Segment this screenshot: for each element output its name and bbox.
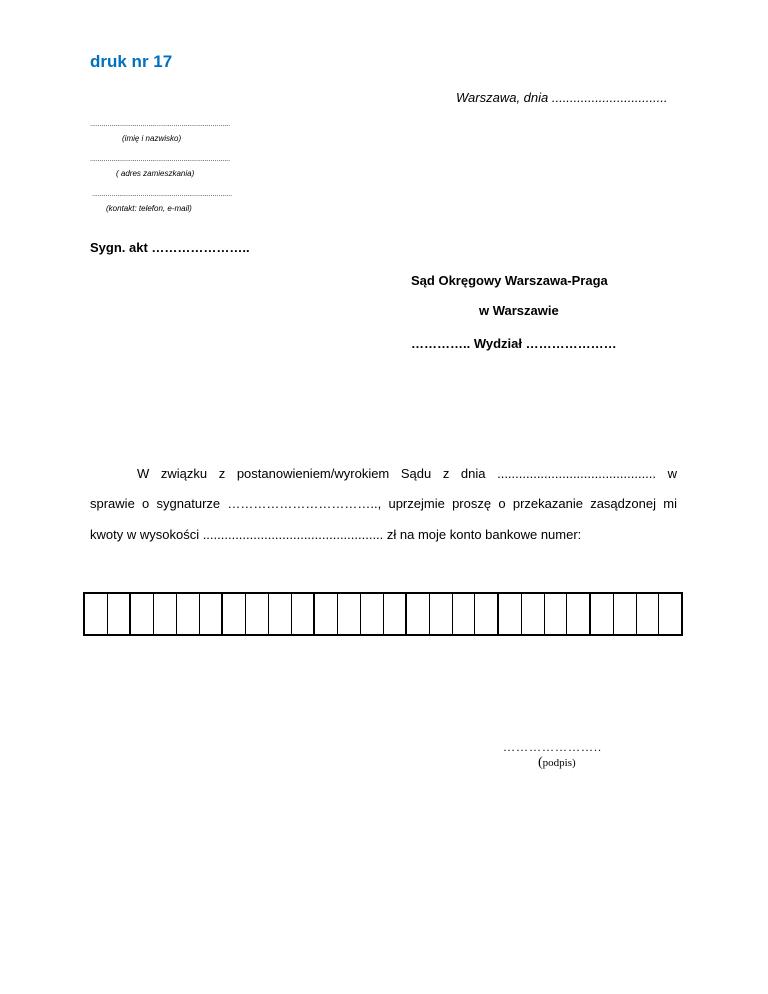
word: o: [142, 496, 150, 511]
account-digit-cell: [522, 594, 545, 634]
place-date-field: Warszawa, dnia ................................: [456, 90, 668, 105]
word: dnia: [460, 466, 486, 481]
signature-caption-paren: (: [538, 755, 543, 770]
request-paragraph-line-1: [137, 466, 677, 481]
word: ............................................: [497, 466, 657, 481]
contact-blank-line: ........................................................................: [92, 191, 233, 198]
word: zasądzonej: [590, 496, 656, 511]
court-department: ………….. Wydział …………………: [411, 336, 617, 351]
request-paragraph-line-3: kwoty w wysokości .................................................. zł na moje konto bankowe numer:: [90, 527, 582, 542]
account-digit-cell: [567, 594, 591, 634]
word: mi: [663, 496, 677, 511]
account-digit-cell: [269, 594, 292, 634]
account-digit-cell: [499, 594, 522, 634]
signature-caption: [538, 755, 576, 771]
account-digit-cell: [361, 594, 384, 634]
account-digit-cell: [154, 594, 177, 634]
word: przekazanie: [512, 496, 583, 511]
word: postanowieniem/wyrokiem: [236, 466, 390, 481]
case-signature: Sygn. akt …………………..: [90, 240, 250, 255]
account-digit-cell: [545, 594, 568, 634]
account-digit-cell: [131, 594, 154, 634]
bank-account-number-grid: [83, 592, 683, 636]
account-digit-cell: [384, 594, 408, 634]
word: z: [218, 466, 226, 481]
account-digit-cell: [246, 594, 269, 634]
word: z: [442, 466, 450, 481]
account-digit-cell: [453, 594, 476, 634]
account-digit-cell: [315, 594, 338, 634]
word: W: [137, 466, 150, 481]
account-digit-cell: [407, 594, 430, 634]
word: ……………………………..,: [227, 496, 382, 511]
court-name: Sąd Okręgowy Warszawa-Praga: [411, 273, 608, 288]
word: Sądu: [400, 466, 432, 481]
account-digit-cell: [659, 594, 681, 634]
account-digit-cell: [85, 594, 108, 634]
word: sygnaturze: [156, 496, 221, 511]
signature-line: …………………..: [503, 740, 602, 754]
word: uprzejmie: [388, 496, 445, 511]
word: związku: [160, 466, 208, 481]
account-digit-cell: [637, 594, 660, 634]
account-digit-cell: [475, 594, 499, 634]
signature-caption-text: podpis): [542, 757, 576, 769]
court-city: w Warszawie: [479, 303, 559, 318]
word: proszę: [452, 496, 492, 511]
request-paragraph-line-2: [90, 496, 677, 511]
address-caption: ( adres zamieszkania): [116, 169, 195, 178]
word: w: [667, 466, 677, 481]
name-blank-line: ........................................................................: [90, 121, 231, 128]
word: sprawie: [90, 496, 135, 511]
word: o: [498, 496, 506, 511]
account-digit-cell: [292, 594, 316, 634]
account-digit-cell: [177, 594, 200, 634]
account-digit-cell: [591, 594, 614, 634]
address-blank-line: ........................................................................: [90, 156, 231, 163]
name-caption: (imię i nazwisko): [122, 134, 182, 143]
form-number-heading: druk nr 17: [90, 52, 173, 71]
account-digit-cell: [200, 594, 224, 634]
account-digit-cell: [108, 594, 132, 634]
contact-caption: (kontakt: telefon, e-mail): [106, 204, 192, 213]
account-digit-cell: [223, 594, 246, 634]
account-digit-cell: [614, 594, 637, 634]
account-digit-cell: [338, 594, 361, 634]
account-digit-cell: [430, 594, 453, 634]
